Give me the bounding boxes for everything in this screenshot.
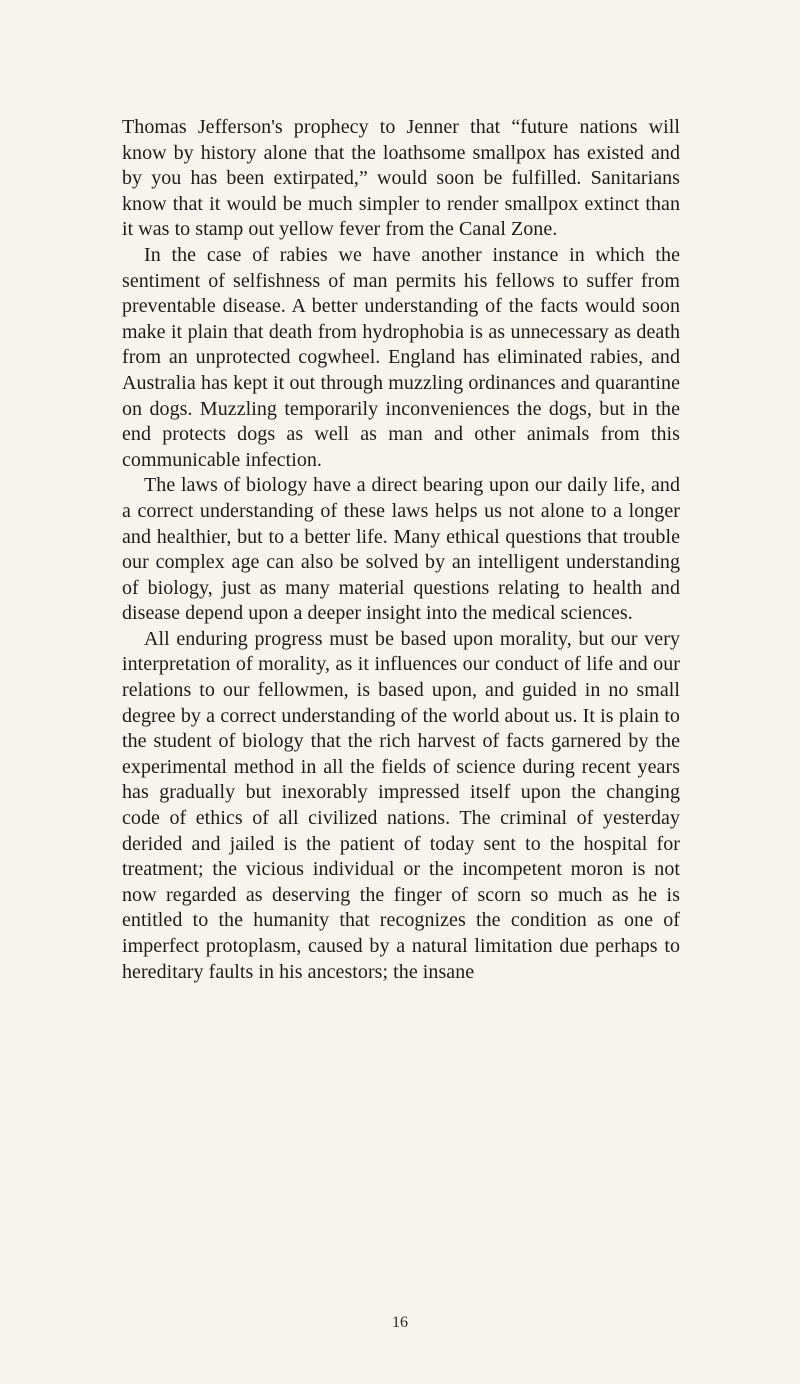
- paragraph-1: Thomas Jefferson's prophecy to Jenner that “future nations will know by history alone that the loathsome smallpox has existed and by you has been extirpated,” would soon be fulfilled. Sanitarians know that it would be much simpler to render smallpox extinct than it was to stamp out yellow fever from the Canal Zone.: [122, 116, 680, 241]
- page-number: 16: [392, 1314, 408, 1331]
- paragraph-3: The laws of biology have a direct bearing upon our daily life, and a correct understanding of these laws helps us not alone to a longer and healthier, but to a better life. Many ethical questions that trouble our complex age can also be solved by an intelligent understanding of biology, just as many material questions relating to health and disease depend upon a deeper insight into the medical sciences.: [122, 474, 680, 625]
- paragraph-2: In the case of rabies we have another instance in which the sentiment of selfishness of man permits his fellows to suffer from preventable disease. A better understanding of the facts would soon make it plain that death from hydrophobia is as unnecessary as death from an unprotected cogwheel. England has eliminated rabies, and Australia has kept it out through muzzling ordinances and quarantine on dogs. Muzzling temporarily inconveniences the dogs, but in the end protects dogs as well as man and other animals from this communicable infection.: [122, 243, 680, 471]
- body-text: [122, 115, 680, 985]
- paragraph-4: All enduring progress must be based upon morality, but our very interpretation of morality, as it influences our conduct of life and our relations to our fellowmen, is based upon, and guided in no small degree by a correct understanding of the world about us. It is plain to the student of biology that the rich harvest of facts garnered by the experimental method in all the fields of science during recent years has gradually but inexorably impressed itself upon the changing code of ethics of all civilized nations. The criminal of yesterday derided and jailed is the patient of today sent to the hospital for treatment; the vicious individual or the incompetent moron is not now regarded as deserving the finger of scorn so much as he is entitled to the humanity that recognizes the condition as one of imperfect protoplasm, caused by a natural limitation due perhaps to hereditary faults in his ancestors; the insane: [122, 627, 680, 983]
